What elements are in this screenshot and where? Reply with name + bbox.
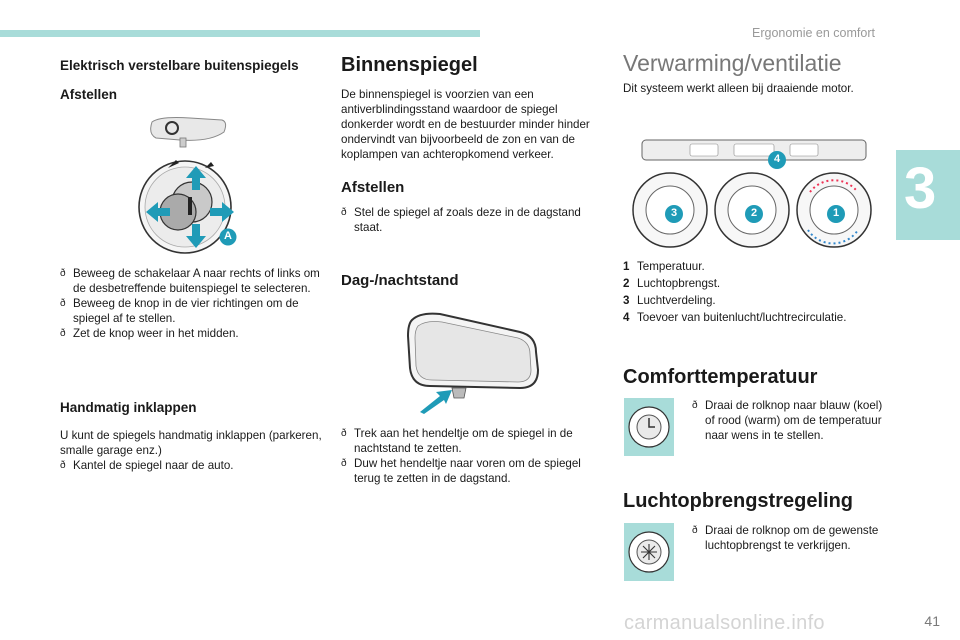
mirror-intro: De binnenspiegel is voorzien van een antiverblindingsstand waardoor de spiegel donkerder wordt en de bestuurder minder hinder ondervindt van bijvoorbeeld de zon en van de koplampen van achteropkomend verkeer. (341, 88, 590, 161)
fold-bullet: ð Kantel de spiegel naar de auto. (60, 458, 325, 473)
marker-4: 4 (773, 153, 781, 165)
adjust-heading-middle: Afstellen (341, 179, 405, 196)
marker-2: 2 (750, 207, 758, 219)
legend-text: Toevoer van buitenlucht/luchtrecirculatie. (637, 311, 847, 324)
flow-bullet: ð Draai de rolknop om de gewenste luchtopbrengst te verkrijgen. (692, 523, 885, 553)
heating-title: Verwarming/ventilatie (623, 50, 842, 76)
marker-3: 3 (670, 207, 678, 219)
left-title: Elektrisch verstelbare buitenspiegels (60, 58, 299, 73)
flow-knob-thumbnail (624, 523, 674, 581)
flow-heading: Luchtopbrengstregeling (623, 490, 853, 512)
daynight-bullets (341, 426, 606, 486)
legend-row (623, 258, 885, 275)
climate-legend (623, 258, 885, 326)
fan-knob-icon (624, 523, 674, 581)
legend-text: Luchtopbrengst. (637, 277, 721, 290)
marker-1: 1 (832, 207, 840, 219)
legend-text: Luchtverdeling. (637, 294, 716, 307)
middle-column (341, 54, 606, 289)
rear-mirror-illustration (400, 308, 546, 416)
mirror-switch-illustration (130, 112, 260, 254)
temperature-knob-icon (624, 398, 674, 456)
legend-num: 1 (623, 260, 630, 273)
temperature-knob-thumbnail (624, 398, 674, 456)
chapter-number: 3 (904, 156, 937, 221)
comfort-heading: Comforttemperatuur (623, 366, 818, 388)
daynight-bullet-2: ð Duw het hendeltje naar voren om de spiegel terug te zetten in de dagstand. (341, 456, 606, 486)
legend-row (623, 275, 885, 292)
label-a-text: A (224, 230, 232, 242)
header-accent-bar (0, 30, 480, 37)
climate-panel-illustration (630, 136, 880, 254)
legend-num: 4 (623, 311, 630, 324)
legend-row (623, 309, 885, 326)
left-bullet-3: ð Zet de knop weer in het midden. (60, 326, 325, 341)
left-bullets (60, 266, 325, 341)
left-column (60, 58, 325, 102)
fold-section (60, 400, 325, 473)
comfort-bullet: ð Draai de rolknop naar blauw (koel) of rood (warm) om de temperatuur naar wens in te stellen. (692, 398, 885, 443)
daynight-heading: Dag-/nachtstand (341, 272, 459, 289)
mirror-title: Binnenspiegel (341, 54, 478, 76)
legend-row (623, 292, 885, 309)
right-column (623, 50, 885, 96)
legend-num: 2 (623, 277, 630, 290)
left-bullet-2: ð Beweeg de knop in de vier richtingen om de spiegel af te stellen. (60, 296, 325, 326)
legend-num: 3 (623, 294, 630, 307)
adjust-bullet-middle: ð Stel de spiegel af zoals deze in de dagstand staat. (341, 205, 606, 235)
fold-heading: Handmatig inklappen (60, 400, 197, 415)
page-number: 41 (924, 613, 940, 629)
fold-text: U kunt de spiegels handmatig inklappen (parkeren, smalle garage enz.) (60, 429, 322, 457)
heating-intro: Dit systeem werkt alleen bij draaiende motor. (623, 82, 854, 95)
legend-text: Temperatuur. (637, 260, 705, 273)
section-title: Ergonomie en comfort (752, 26, 875, 40)
watermark: carmanualsonline.info (624, 612, 825, 634)
adjust-heading-left: Afstellen (60, 87, 118, 102)
left-bullet-1: ð Beweeg de schakelaar A naar rechts of links om de desbetreffende buitenspiegel te selecteren. (60, 266, 325, 296)
daynight-bullet-1: ð Trek aan het hendeltje om de spiegel in de nachtstand te zetten. (341, 426, 606, 456)
